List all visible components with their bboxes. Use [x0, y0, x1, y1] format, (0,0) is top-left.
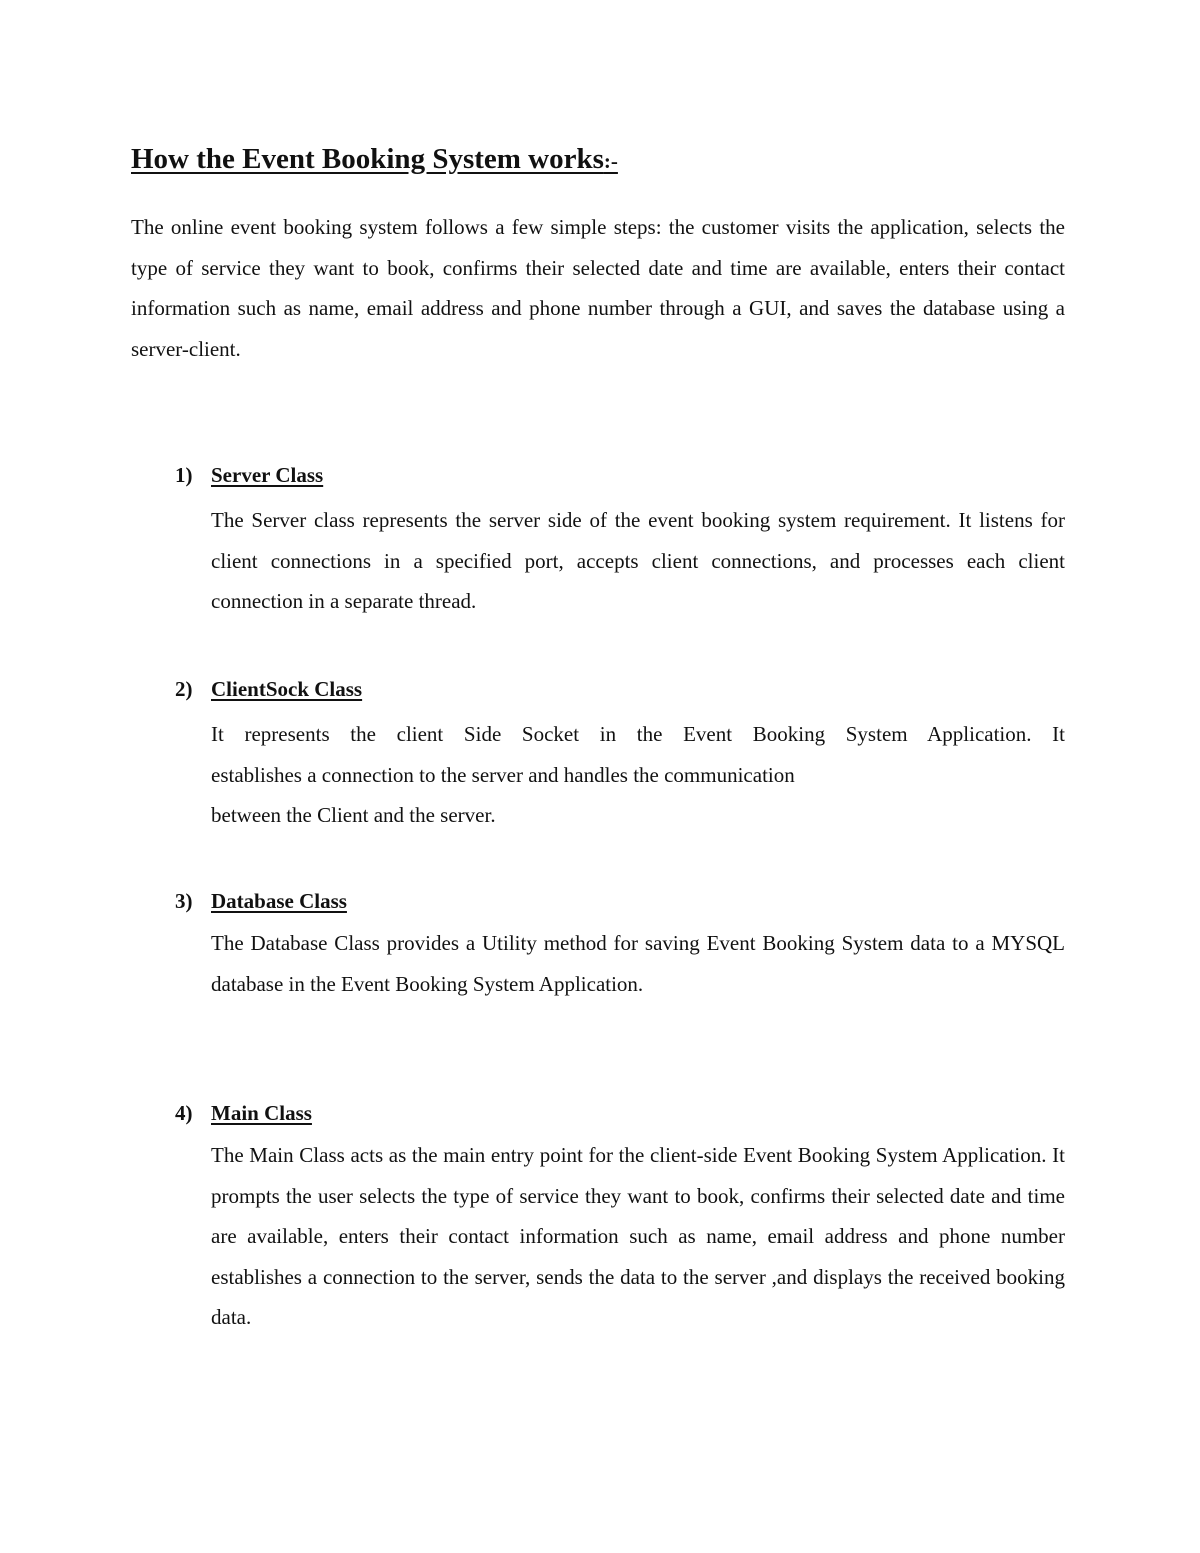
section-title: Main Class	[211, 1101, 312, 1125]
section-title: Database Class	[211, 889, 347, 913]
section-body	[211, 714, 1065, 836]
section-title: Server Class	[211, 463, 324, 487]
section-body: The Main Class acts as the main entry point for the client-side Event Booking System Application. It prompts the user selects the type of service they want to book, confirms their selected date and time are available, enters their contact information such as name, email address and phone number establishes a connection to the server, sends the data to the server ,and displays the received booking data.	[211, 1143, 1065, 1329]
section-number: 4)	[175, 1101, 193, 1125]
section-number: 3)	[175, 889, 193, 913]
page-title	[131, 141, 618, 179]
section-body-line: establishes a connection to the server and handles the communication	[211, 762, 795, 787]
section-heading	[175, 674, 362, 704]
section-body-line: between the Client and the server.	[211, 803, 496, 827]
section-number: 1)	[175, 463, 193, 487]
section-heading	[175, 1098, 312, 1128]
page-title-text: How the Event Booking System works	[131, 143, 604, 175]
section-body-line: It represents the client Side Socket in the Event Booking System Application. It	[211, 722, 1065, 746]
section-number: 2)	[175, 677, 193, 701]
page-title-suffix: :-	[603, 149, 618, 173]
section-body: The Server class represents the server side of the event booking system requirement. It listens for client connections in a specified port, accepts client connections, and processes each client connection in a separate thread.	[211, 508, 1065, 613]
section-body: The Database Class provides a Utility method for saving Event Booking System data to a MYSQL database in the Event Booking System Application.	[211, 931, 1065, 996]
section-heading	[175, 460, 323, 490]
intro-paragraph: The online event booking system follows a few simple steps: the customer visits the application, selects the type of service they want to book, confirms their selected date and time are available, enters their contact information such as name, email address and phone number through a GUI, and saves the database using a server-client.	[131, 215, 1065, 361]
section-title: ClientSock Class	[211, 677, 363, 701]
section-heading	[175, 886, 347, 916]
